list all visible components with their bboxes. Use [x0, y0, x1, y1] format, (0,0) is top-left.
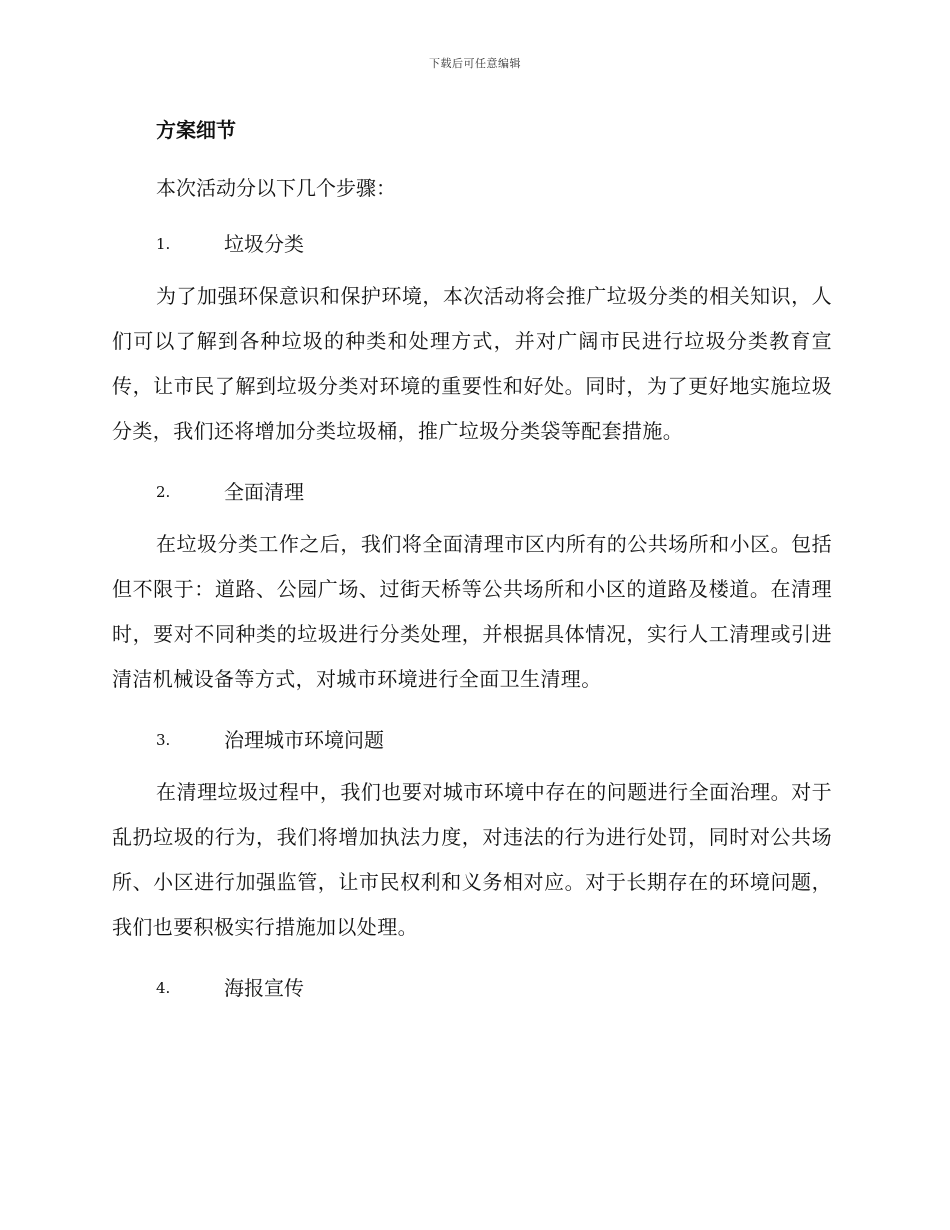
item-number: 1.	[156, 235, 171, 253]
item-heading-text: 垃圾分类	[224, 232, 304, 256]
item-heading-1	[156, 226, 832, 262]
item-heading-text: 海报宣传	[224, 976, 304, 1000]
item-paragraph-1: 为了加强环保意识和保护环境，本次活动将会推广垃圾分类的相关知识，人们可以了解到各种垃圾的种类和处理方式，并对广阔市民进行垃圾分类教育宣传，让市民了解到垃圾分类对环境的重要性和好处。同时，为了更好地实施垃圾分类，我们还将增加分类垃圾桶，推广垃圾分类袋等配套措施。	[112, 284, 832, 443]
item-heading-4	[156, 970, 832, 1006]
item-paragraph-2: 在垃圾分类工作之后，我们将全面清理市区内所有的公共场所和小区。包括但不限于：道路、公园广场、过街天桥等公共场所和小区的道路及楼道。在清理时，要对不同种类的垃圾进行分类处理，并根据具体情况，实行人工清理或引进清洁机械设备等方式，对城市环境进行全面卫生清理。	[112, 532, 832, 691]
item-number: 2.	[156, 483, 171, 501]
item-number: 4.	[156, 979, 171, 997]
item-heading-2	[156, 474, 832, 510]
intro-text: 本次活动分以下几个步骤：	[156, 176, 396, 200]
document-body	[112, 112, 832, 1006]
item-number: 3.	[156, 731, 171, 749]
page-header-note: 下载后可任意编辑	[429, 57, 521, 70]
section-title: 方案细节	[156, 118, 236, 142]
item-heading-3	[156, 722, 832, 758]
item-heading-text: 治理城市环境问题	[224, 728, 384, 752]
item-paragraph-3: 在清理垃圾过程中，我们也要对城市环境中存在的问题进行全面治理。对于乱扔垃圾的行为，我们将增加执法力度，对违法的行为进行处罚，同时对公共场所、小区进行加强监管，让市民权利和义务相对应。对于长期存在的环境问题，我们也要积极实行措施加以处理。	[112, 780, 832, 939]
item-heading-text: 全面清理	[224, 480, 304, 504]
